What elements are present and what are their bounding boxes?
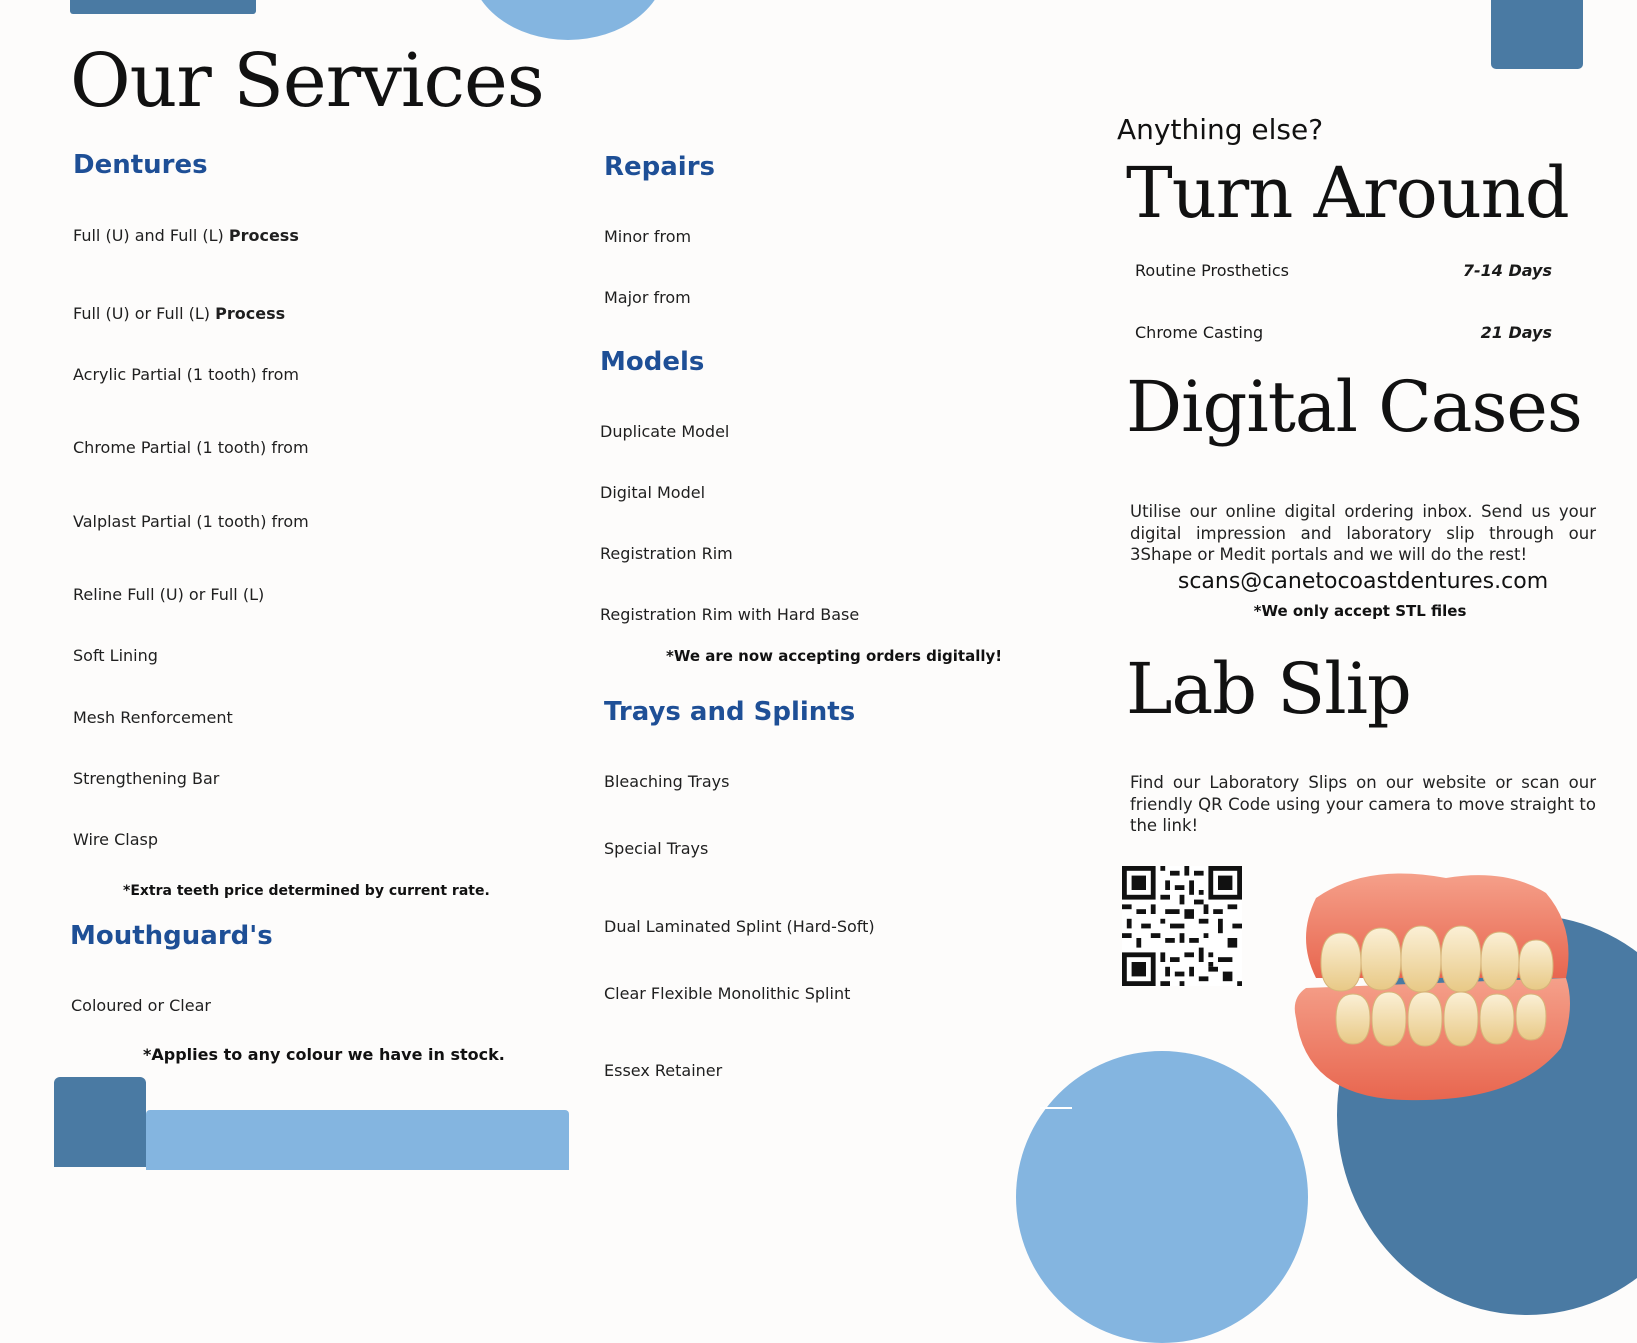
decor-square-top-right [1491, 0, 1583, 69]
decor-square-bottom-left [54, 1077, 146, 1167]
dentures-item: Full (U) or Full (L) Process [73, 304, 286, 323]
models-item: Registration Rim with Hard Base [600, 605, 860, 624]
models-item: Digital Model [600, 483, 706, 502]
models-note: *We are now accepting orders digitally! [666, 647, 1003, 665]
trays-item: Essex Retainer [604, 1061, 723, 1080]
trays-item: Clear Flexible Monolithic Splint [604, 984, 851, 1003]
dentures-heading: Dentures [73, 150, 208, 180]
dentures-item: Chrome Partial (1 tooth) from [73, 438, 309, 457]
dentures-item: Acrylic Partial (1 tooth) from [73, 365, 299, 384]
trays-heading: Trays and Splints [604, 697, 856, 727]
dentures-item: Soft Lining [73, 646, 158, 665]
dentures-item: Valplast Partial (1 tooth) from [73, 512, 309, 531]
digital-heading: Digital Cases [1126, 366, 1582, 448]
dentures-item: Mesh Renforcement [73, 708, 233, 727]
turnaround-row-days: 7-14 Days [1462, 261, 1552, 280]
repairs-item: Major from [604, 288, 691, 307]
dentures-item: Reline Full (U) or Full (L) [73, 585, 265, 604]
denture-image [1276, 868, 1596, 1108]
qr-code-icon[interactable] [1122, 866, 1242, 986]
trays-item: Special Trays [604, 839, 709, 858]
digital-note: *We only accept STL files [1253, 602, 1467, 620]
repairs-heading: Repairs [604, 152, 716, 182]
turnaround-kicker: Anything else? [1117, 113, 1324, 146]
models-heading: Models [600, 347, 705, 377]
decor-circle-bottom [1016, 1051, 1308, 1343]
dentures-item: Strengthening Bar [73, 769, 220, 788]
models-item: Registration Rim [600, 544, 733, 563]
dentures-note: *Extra teeth price determined by current rate. [123, 883, 490, 899]
mouthguards-note: *Applies to any colour we have in stock. [143, 1045, 505, 1064]
mouthguards-heading: Mouthguard's [70, 921, 273, 951]
decor-line [1040, 1107, 1072, 1109]
mouthguards-item: Coloured or Clear [71, 996, 211, 1015]
dentures-item: Wire Clasp [73, 830, 158, 849]
repairs-item: Minor from [604, 227, 692, 246]
digital-body: Utilise our online digital ordering inbox. Send us your digital impression and laboratory slip through our 3Shape or Medit portals and we will do the rest! [1130, 502, 1596, 564]
decor-bar-bottom [146, 1110, 569, 1170]
labslip-body: Find our Laboratory Slips on our website or scan our friendly QR Code using your camera to move straight to the link! [1130, 773, 1596, 835]
decor-bar-top-left [70, 0, 256, 14]
decor-circle-top [470, 0, 666, 40]
turnaround-row-days: 21 Days [1480, 323, 1552, 342]
dentures-item: Full (U) and Full (L) Process [73, 226, 299, 245]
turnaround-heading: Turn Around [1126, 152, 1569, 234]
trays-item: Bleaching Trays [604, 772, 730, 791]
trays-item: Dual Laminated Splint (Hard-Soft) [604, 917, 875, 936]
digital-email-link[interactable]: scans@canetocoastdentures.com [1177, 569, 1549, 594]
labslip-heading: Lab Slip [1126, 648, 1411, 730]
page-title: Our Services [70, 38, 544, 124]
turnaround-row-label: Chrome Casting [1135, 323, 1264, 342]
turnaround-row-label: Routine Prosthetics [1135, 261, 1289, 280]
models-item: Duplicate Model [600, 422, 730, 441]
